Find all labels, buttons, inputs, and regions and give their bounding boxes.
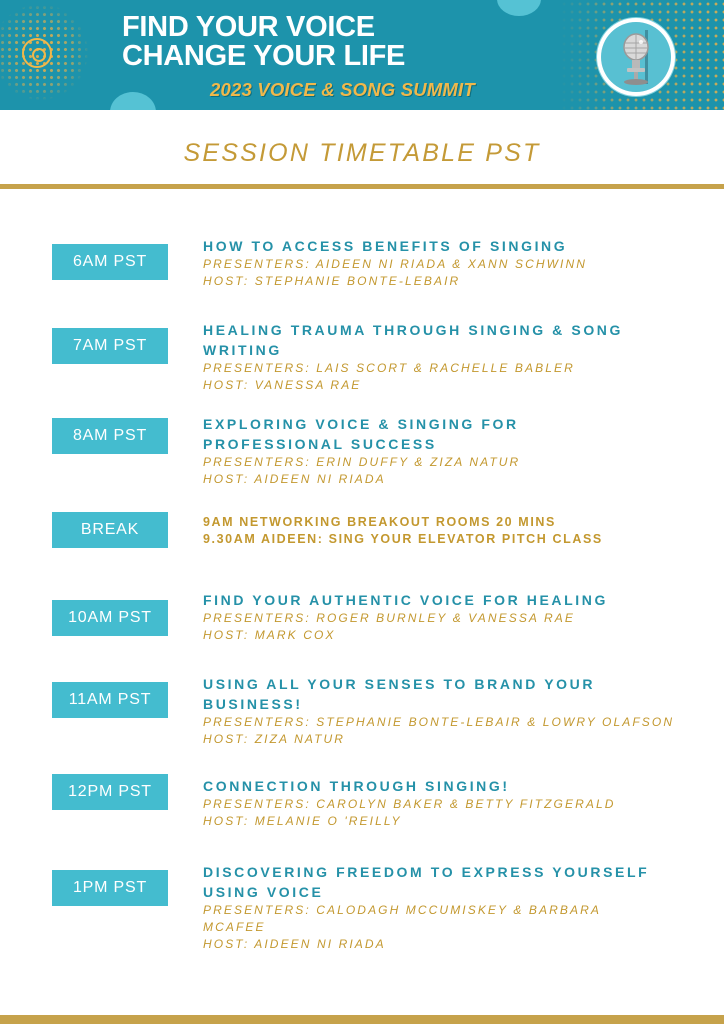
summit-subtitle: 2023 VOICE & SONG SUMMIT	[210, 79, 475, 100]
session-presenters: PRESENTERS: ERIN DUFFY & ZIZA NATUR	[203, 455, 521, 469]
divider	[0, 184, 724, 189]
break-item: 9AM NETWORKING BREAKOUT ROOMS 20 MINS	[203, 515, 556, 529]
time-badge: 1PM PST	[52, 870, 168, 906]
session-presenters: PRESENTERS: CALODAGH MCCUMISKEY & BARBARA	[203, 903, 601, 917]
time-badge: 10AM PST	[52, 600, 168, 636]
session-presenters: PRESENTERS: CAROLYN BAKER & BETTY FITZGERALD	[203, 797, 616, 811]
session-entry	[203, 236, 713, 290]
session-host: HOST: STEPHANIE BONTE-LEBAIR	[203, 274, 461, 288]
page-title: SESSION TIMETABLE PST	[183, 139, 541, 167]
session-presenters: PRESENTERS: AIDEEN NI RIADA & XANN SCHWINN	[203, 257, 588, 271]
session-entry	[203, 674, 713, 748]
session-presenters: PRESENTERS: STEPHANIE BONTE-LEBAIR & LOWRY OLAFSON	[203, 715, 675, 729]
session-title: USING ALL YOUR SENSES TO BRAND YOUR	[203, 676, 596, 692]
session-presenters: MCAFEE	[203, 920, 266, 934]
time-badge: 12PM PST	[52, 774, 168, 810]
session-entry	[203, 776, 713, 830]
bubble-decoration	[110, 92, 156, 110]
session-title: BUSINESS!	[203, 696, 303, 712]
session-presenters: PRESENTERS: LAIS SCORT & RACHELLE BABLER	[203, 361, 575, 375]
break-item: 9.30AM AIDEEN: SING YOUR ELEVATOR PITCH CLASS	[203, 532, 603, 546]
session-presenters: PRESENTERS: ROGER BURNLEY & VANESSA RAE	[203, 611, 575, 625]
session-title: DISCOVERING FREEDOM TO EXPRESS YOURSELF	[203, 864, 650, 880]
time-badge: 11AM PST	[52, 682, 168, 718]
time-badge: 6AM PST	[52, 244, 168, 280]
headline-line: CHANGE YOUR LIFE	[122, 40, 406, 72]
session-entry	[203, 414, 713, 488]
microphone-icon	[601, 22, 671, 92]
session-entry	[203, 320, 713, 394]
headline-line: FIND YOUR VOICE	[122, 11, 375, 43]
session-title: USING VOICE	[203, 884, 324, 900]
session-entry	[203, 590, 713, 644]
time-badge: 7AM PST	[52, 328, 168, 364]
session-title: PROFESSIONAL SUCCESS	[203, 436, 437, 452]
session-title: FIND YOUR AUTHENTIC VOICE FOR HEALING	[203, 592, 608, 608]
session-host: HOST: MARK COX	[203, 628, 336, 642]
time-badge: 8AM PST	[52, 418, 168, 454]
time-badge: BREAK	[52, 512, 168, 548]
session-host: HOST: VANESSA RAE	[203, 378, 362, 392]
bubble-decoration	[497, 0, 541, 16]
session-host: HOST: MELANIE O 'REILLY	[203, 814, 402, 828]
session-title: HOW TO ACCESS BENEFITS OF SINGING	[203, 238, 568, 254]
session-title: EXPLORING VOICE & SINGING FOR	[203, 416, 519, 432]
concentric-rings-decoration	[22, 38, 52, 68]
session-host: HOST: AIDEEN NI RIADA	[203, 937, 386, 951]
session-title: CONNECTION THROUGH SINGING!	[203, 778, 510, 794]
headline	[122, 13, 405, 71]
microphone-badge	[597, 18, 675, 96]
session-title: WRITING	[203, 342, 282, 358]
break-entry	[203, 514, 713, 548]
divider	[0, 1015, 724, 1024]
session-entry	[203, 862, 713, 953]
session-host: HOST: AIDEEN NI RIADA	[203, 472, 386, 486]
session-title: HEALING TRAUMA THROUGH SINGING & SONG	[203, 322, 624, 338]
session-host: HOST: ZIZA NATUR	[203, 732, 346, 746]
